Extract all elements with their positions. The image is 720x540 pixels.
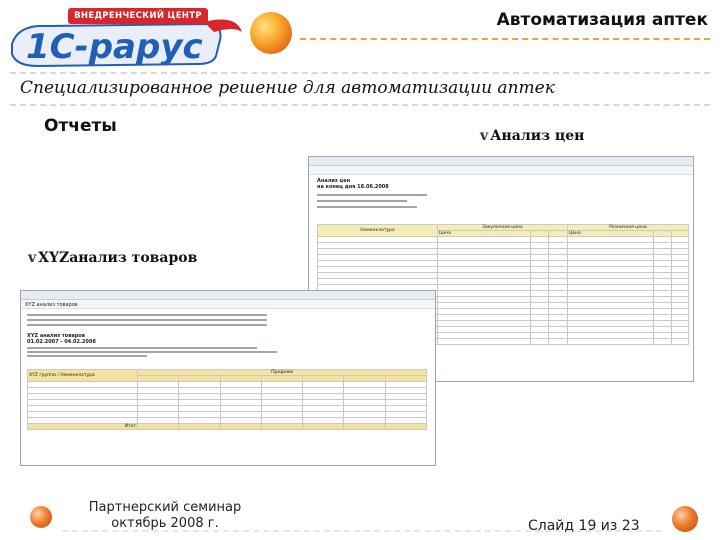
bullet-xyz-analysis bbox=[28, 250, 197, 266]
xyz-report-params bbox=[27, 347, 429, 369]
xyz-table bbox=[27, 369, 427, 430]
xyz-analysis-screenshot bbox=[20, 290, 436, 466]
xyz-report-title: XYZ анализ товаров bbox=[27, 333, 85, 339]
xyz-report-period: 01.02.2007 - 04.02.2008 bbox=[27, 339, 96, 345]
xyz-window-title: XYZ анализ товаров bbox=[25, 302, 78, 308]
price-report-date: на конец дня 18.06.2008 bbox=[317, 184, 389, 190]
footer-seminar bbox=[80, 500, 250, 532]
logo-ribbon: ВНЕДРЕНЧЕСКИЙ ЦЕНТР bbox=[68, 8, 208, 24]
price-report-title: Анализ цен bbox=[317, 178, 351, 184]
section-heading-reports: Отчеты bbox=[44, 116, 117, 136]
bullet-marker-icon: v bbox=[480, 128, 489, 144]
xyz-col-group: XYZ группа / Номенклатура bbox=[28, 370, 138, 382]
orange-ball-icon bbox=[30, 506, 52, 528]
xyz-col-sales: Продажи bbox=[138, 370, 427, 376]
orange-ball-icon bbox=[250, 12, 292, 54]
slide-subtitle: Специализированное решение для автоматизации аптек bbox=[20, 78, 555, 98]
bullet-xyz-label: XYZанализ товаров bbox=[38, 250, 198, 266]
slide-number: Слайд 19 из 23 bbox=[528, 518, 640, 534]
bullet-price-label: Анализ цен bbox=[490, 128, 585, 144]
brand-text: 1С-рарус bbox=[26, 27, 203, 67]
xyz-report-body bbox=[21, 331, 435, 432]
xyz-window-titlebar bbox=[21, 291, 435, 308]
price-col-nomenclature: Номенклатура bbox=[318, 225, 438, 237]
bullet-marker-icon: v bbox=[28, 250, 37, 266]
bullet-price-analysis bbox=[480, 128, 584, 144]
screenshot-settings-bar bbox=[309, 166, 693, 175]
screenshot-toolbar bbox=[309, 157, 693, 166]
page-header-title: Автоматизация аптек bbox=[496, 10, 708, 30]
price-group-retail: Розничная цена bbox=[567, 225, 688, 231]
xyz-filter-block bbox=[21, 309, 435, 331]
header-divider bbox=[300, 38, 710, 40]
price-group-purchase: Закупочная цена bbox=[438, 225, 568, 231]
footer-seminar-line1: Партнерский семинар bbox=[88, 500, 242, 515]
report-params-block bbox=[317, 194, 685, 222]
xyz-total-label: Итог bbox=[28, 424, 138, 430]
company-logo bbox=[8, 4, 248, 70]
orange-ball-icon bbox=[672, 506, 698, 532]
screenshot-toolbar bbox=[21, 300, 435, 309]
footer-seminar-line2: октябрь 2008 г. bbox=[111, 516, 219, 531]
price-col-price: Цена bbox=[438, 231, 531, 237]
xyz-total-row bbox=[28, 424, 427, 430]
price-col-price: Цена bbox=[567, 231, 653, 237]
